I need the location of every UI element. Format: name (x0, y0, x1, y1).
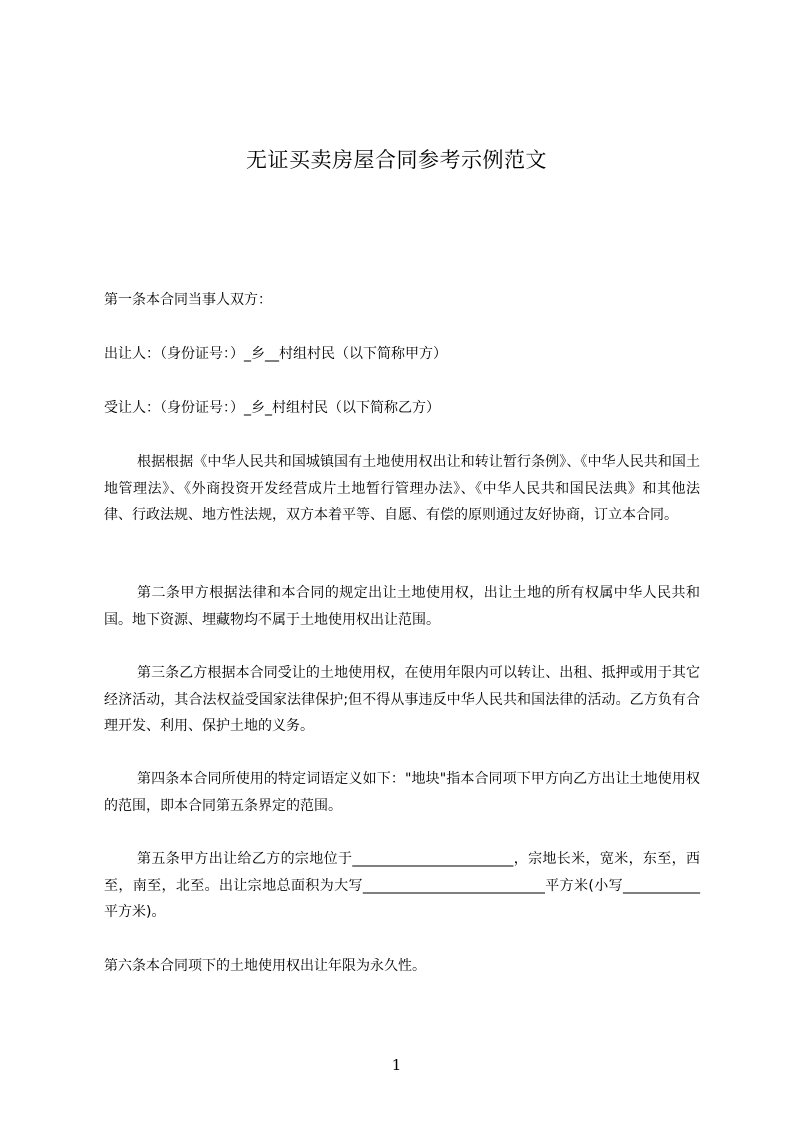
clause-5-paragraph: 第五条甲方出让给乙方的宗地位于_______________________，宗地长米，宽米，东至，西至，南至，北至。出让宗地总面积为大写__________________________平方米(小写___________平方米)。 (104, 851, 700, 920)
page-number: 1 (391, 1056, 402, 1074)
clause-6-paragraph: 第六条本合同项下的土地使用权出让年限为永久性。 (104, 958, 426, 974)
transferee-line: 受让人：（身份证号：）_乡_村组村民（以下简称乙方） (104, 400, 440, 416)
clause-1-parties: 第一条本合同当事人双方： (104, 292, 272, 308)
clause-3-paragraph: 第三条乙方根据本合同受让的土地使用权，在使用年限内可以转让、出租、抵押或用于其它经济活动，其合法权益受国家法律保护;但不得从事违反中华人民共和国法律的活动。乙方负有合理开发、利用、保护土地的义务。 (104, 665, 700, 734)
clause-2-paragraph: 第二条甲方根据法律和本合同的规定出让土地使用权，出让土地的所有权属中华人民共和国。地下资源、埋藏物均不属于土地使用权出让范围。 (104, 585, 700, 628)
legal-basis-paragraph: 根据根据《中华人民共和国城镇国有土地使用权出让和转让暂行条例》、《中华人民共和国土地管理法》、《外商投资开发经营成片土地暂行管理办法》、《中华人民共和国民法典》和其他法律、行政法规、地方性法规，双方本着平等、自愿、有偿的原则通过友好协商，订立本合同。 (104, 454, 700, 523)
clause-4-paragraph: 第四条本合同所使用的特定词语定义如下："地块"指本合同项下甲方向乙方出让土地使用权的范围，即本合同第五条界定的范围。 (104, 771, 700, 814)
transferor-line: 出让人：（身份证号：）_乡__村组村民（以下简称甲方） (104, 346, 447, 362)
document-title: 无证买卖房屋合同参考示例范文 (246, 148, 547, 172)
